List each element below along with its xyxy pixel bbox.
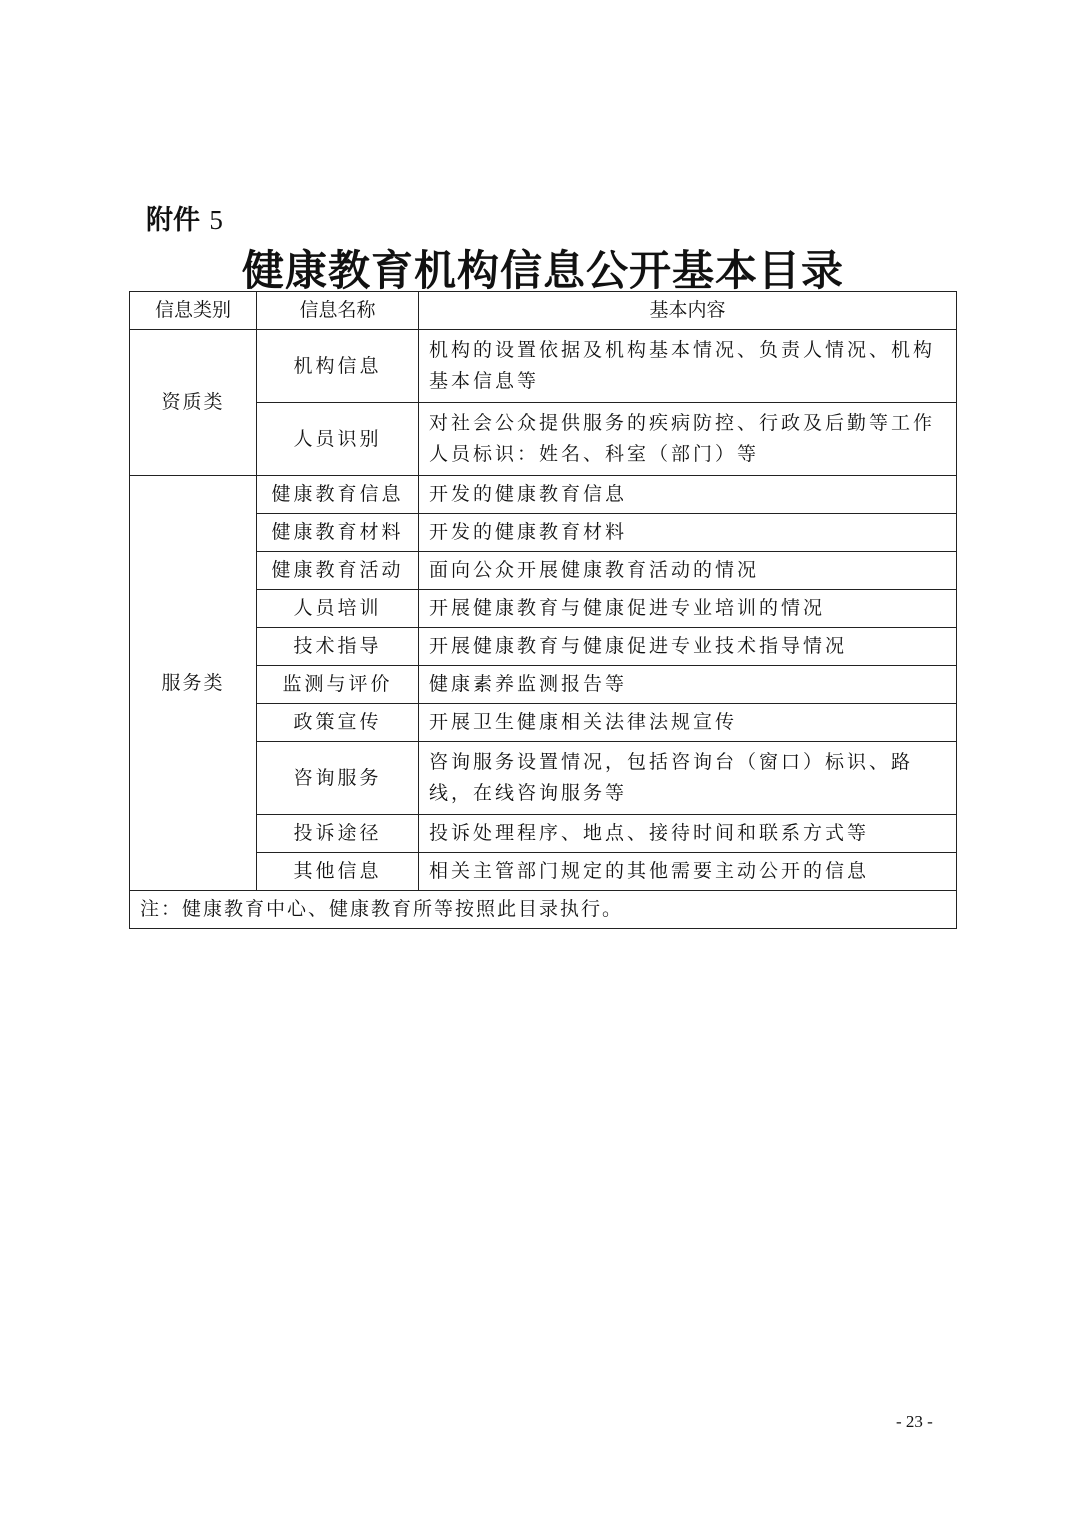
info-content-cell: 开发的健康教育材料 bbox=[419, 514, 957, 552]
category-cell: 资质类 bbox=[130, 330, 257, 476]
column-header-name: 信息名称 bbox=[257, 292, 419, 330]
info-name-cell: 健康教育活动 bbox=[257, 552, 419, 590]
column-header-content: 基本内容 bbox=[419, 292, 957, 330]
info-content-cell: 开展卫生健康相关法律法规宣传 bbox=[419, 704, 957, 742]
info-name-cell: 监测与评价 bbox=[257, 666, 419, 704]
info-name-cell: 机构信息 bbox=[257, 330, 419, 403]
table-header-row bbox=[130, 292, 957, 330]
column-header-category: 信息类别 bbox=[130, 292, 257, 330]
info-name-cell: 人员培训 bbox=[257, 590, 419, 628]
info-content-cell: 咨询服务设置情况，包括咨询台（窗口）标识、路线，在线咨询服务等 bbox=[419, 742, 957, 815]
table-note-row bbox=[130, 891, 957, 929]
info-name-cell: 政策宣传 bbox=[257, 704, 419, 742]
info-content-cell: 面向公众开展健康教育活动的情况 bbox=[419, 552, 957, 590]
info-content-cell: 机构的设置依据及机构基本情况、负责人情况、机构基本信息等 bbox=[419, 330, 957, 403]
info-name-cell: 健康教育信息 bbox=[257, 476, 419, 514]
info-name-cell: 其他信息 bbox=[257, 853, 419, 891]
document-title: 健康教育机构信息公开基本目录 bbox=[241, 246, 844, 295]
disclosure-catalog-table bbox=[129, 291, 957, 929]
table-row bbox=[130, 476, 957, 514]
page-number: - 23 - bbox=[896, 1412, 933, 1431]
info-name-cell: 咨询服务 bbox=[257, 742, 419, 815]
info-content-cell: 开展健康教育与健康促进专业培训的情况 bbox=[419, 590, 957, 628]
info-content-cell: 相关主管部门规定的其他需要主动公开的信息 bbox=[419, 853, 957, 891]
info-content-cell: 投诉处理程序、地点、接待时间和联系方式等 bbox=[419, 815, 957, 853]
attachment-label bbox=[146, 198, 223, 237]
info-name-cell: 技术指导 bbox=[257, 628, 419, 666]
category-cell: 服务类 bbox=[130, 476, 257, 891]
info-content-cell: 对社会公众提供服务的疾病防控、行政及后勤等工作人员标识：姓名、科室（部门）等 bbox=[419, 403, 957, 476]
table-row bbox=[130, 330, 957, 403]
info-content-cell: 开发的健康教育信息 bbox=[419, 476, 957, 514]
table-note: 注：健康教育中心、健康教育所等按照此目录执行。 bbox=[130, 891, 957, 929]
info-name-cell: 人员识别 bbox=[257, 403, 419, 476]
attachment-label-text: 附件 bbox=[146, 205, 200, 236]
info-content-cell: 开展健康教育与健康促进专业技术指导情况 bbox=[419, 628, 957, 666]
info-name-cell: 健康教育材料 bbox=[257, 514, 419, 552]
info-name-cell: 投诉途径 bbox=[257, 815, 419, 853]
attachment-number: 5 bbox=[209, 205, 223, 235]
info-content-cell: 健康素养监测报告等 bbox=[419, 666, 957, 704]
